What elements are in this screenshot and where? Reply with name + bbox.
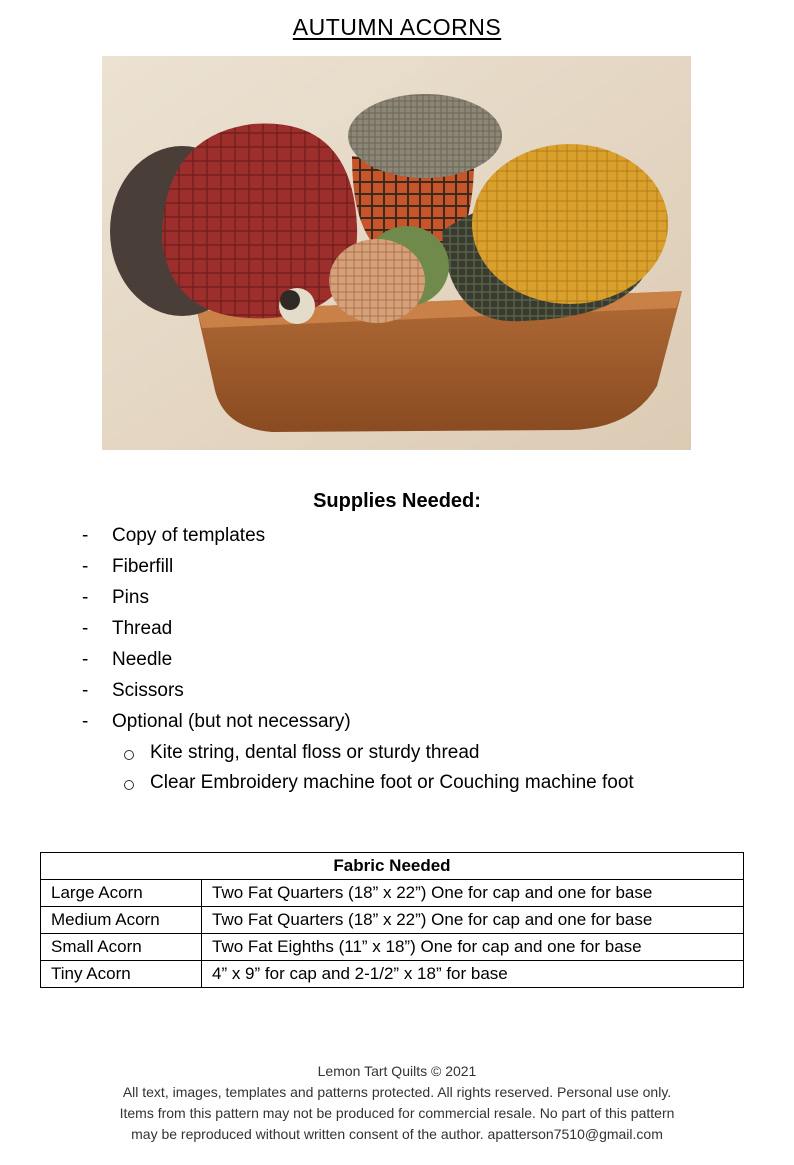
supply-item-label: Pins xyxy=(112,587,149,608)
supply-item-label: Copy of templates xyxy=(112,525,266,546)
fabric-cell: 4” x 9” for cap and 2-1/2” x 18” for base xyxy=(202,961,744,988)
dash-icon: - xyxy=(82,556,89,577)
supply-item-label: Fiberfill xyxy=(112,556,174,577)
acorn-size-cell: Tiny Acorn xyxy=(41,961,202,988)
supplies-heading: Supplies Needed: xyxy=(313,490,481,512)
acorns-photo xyxy=(102,56,691,450)
acorn-size-cell: Medium Acorn xyxy=(41,907,202,934)
footer-line: Items from this pattern may not be produced for commercial resale. No part of this pattern xyxy=(119,1105,675,1121)
supply-item-label: Optional (but not necessary) xyxy=(112,711,351,732)
acorns-in-wooden-bowl-icon xyxy=(102,56,691,450)
fabric-table-header-row xyxy=(41,853,744,880)
footer xyxy=(0,1061,794,1145)
fabric-cell: Two Fat Eighths (11” x 18”) One for cap and one for base xyxy=(202,934,744,961)
fabric-table-heading: Fabric Needed xyxy=(41,853,744,880)
footer-line: All text, images, templates and patterns protected. All rights reserved. Personal use only. xyxy=(122,1084,672,1100)
table-row xyxy=(41,880,744,907)
supply-item xyxy=(82,585,351,616)
circle-bullet-icon xyxy=(124,780,134,790)
table-row xyxy=(41,961,744,988)
supply-item-label: Scissors xyxy=(112,680,184,701)
dash-icon: - xyxy=(82,525,89,546)
optional-item xyxy=(124,738,634,768)
dash-icon: - xyxy=(82,618,89,639)
optional-item-label: Kite string, dental floss or sturdy thread xyxy=(150,742,480,763)
supply-item xyxy=(82,554,351,585)
supplies-list xyxy=(82,523,351,740)
optional-supplies-list xyxy=(124,738,634,798)
optional-item xyxy=(124,768,634,798)
supply-item xyxy=(82,523,351,554)
dash-icon: - xyxy=(82,587,89,608)
fabric-cell: Two Fat Quarters (18” x 22”) One for cap and one for base xyxy=(202,880,744,907)
optional-item-label: Clear Embroidery machine foot or Couching machine foot xyxy=(150,772,634,793)
supply-item xyxy=(82,678,351,709)
footer-copyright: Lemon Tart Quilts © 2021 xyxy=(317,1063,477,1079)
supply-item-label: Thread xyxy=(112,618,173,639)
table-row xyxy=(41,934,744,961)
supply-item xyxy=(82,647,351,678)
supply-item xyxy=(82,709,351,740)
acorn-size-cell: Small Acorn xyxy=(41,934,202,961)
fabric-table xyxy=(40,852,744,988)
page-title xyxy=(0,14,794,41)
dash-icon: - xyxy=(82,711,89,732)
page-title-text: AUTUMN ACORNS xyxy=(292,14,502,40)
acorn-size-cell: Large Acorn xyxy=(41,880,202,907)
dash-icon: - xyxy=(82,649,89,670)
fabric-cell: Two Fat Quarters (18” x 22”) One for cap and one for base xyxy=(202,907,744,934)
dash-icon: - xyxy=(82,680,89,701)
table-row xyxy=(41,907,744,934)
footer-line: may be reproduced without written consent of the author. apatterson7510@gmail.com xyxy=(131,1126,663,1142)
circle-bullet-icon xyxy=(124,750,134,760)
supply-item-label: Needle xyxy=(112,649,173,670)
supply-item xyxy=(82,616,351,647)
